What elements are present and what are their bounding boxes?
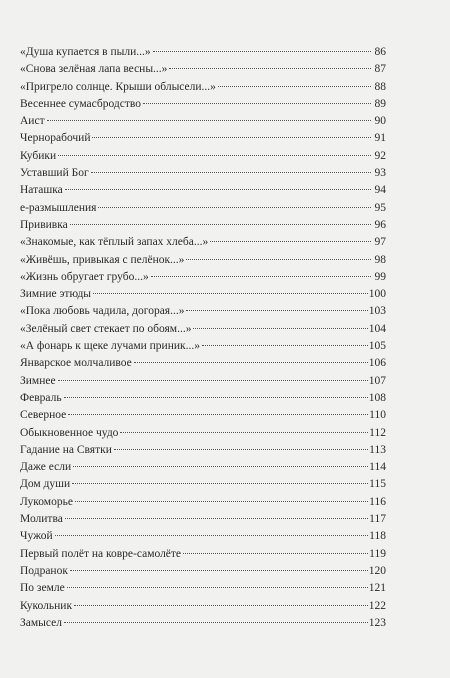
toc-entry <box>20 494 386 511</box>
toc-entry-page-number: 105 <box>368 340 386 353</box>
toc-entry <box>20 303 386 320</box>
toc-entry-title: Северное <box>20 409 67 422</box>
toc-entry-page-number: 113 <box>369 443 386 456</box>
toc-entry-page-number: 95 <box>374 201 386 214</box>
toc-entry-page-number: 108 <box>368 391 386 404</box>
toc-entry-page-number: 100 <box>368 288 386 301</box>
toc-entry-title: Аист <box>20 115 45 128</box>
dot-leader <box>70 224 371 225</box>
toc-entry-title: Лукоморье <box>20 495 73 508</box>
toc-entry-title: Кубики <box>20 149 57 162</box>
toc-entry <box>20 615 386 632</box>
toc-entry-title: Кукольник <box>20 599 73 612</box>
toc-entry-page-number: 123 <box>368 616 386 629</box>
dot-leader <box>218 86 371 87</box>
dot-leader <box>186 259 371 260</box>
toc-entry-page-number: 91 <box>374 132 386 145</box>
toc-entry-title: «А фонарь к щеке лучами приник...» <box>20 340 200 353</box>
toc-entry-page-number: 122 <box>368 599 386 612</box>
toc-entry <box>20 148 386 165</box>
toc-entry <box>20 217 386 234</box>
toc-entry-title: По земле <box>20 582 65 595</box>
toc-entry-title: Наташка <box>20 184 63 197</box>
toc-entry <box>20 252 386 269</box>
dot-leader <box>65 189 371 190</box>
dot-leader <box>153 51 371 52</box>
toc-entry <box>20 338 386 355</box>
dot-leader <box>134 362 368 363</box>
dot-leader <box>120 432 368 433</box>
toc-entry-page-number: 107 <box>368 374 386 387</box>
dot-leader <box>65 518 368 519</box>
toc-entry <box>20 528 386 545</box>
toc-entry-page-number: 116 <box>369 495 386 508</box>
toc-entry-title: «Жизнь обругает грубо...» <box>20 270 149 283</box>
toc-entry-title: «Знакомые, как тёплый запах хлеба...» <box>20 236 209 249</box>
dot-leader <box>68 414 368 415</box>
toc-entry-page-number: 92 <box>374 149 386 162</box>
toc-entry-page-number: 119 <box>369 547 386 560</box>
toc-entry <box>20 321 386 338</box>
toc-entry-page-number: 110 <box>369 409 386 422</box>
toc-entry <box>20 407 386 424</box>
toc-entry <box>20 442 386 459</box>
toc-entry-page-number: 86 <box>374 46 386 58</box>
toc-entry-title: Дом души <box>20 478 71 491</box>
toc-entry <box>20 79 386 96</box>
toc-entry-title: Первый полёт на ковре-самолёте <box>20 547 182 560</box>
dot-leader <box>47 120 371 121</box>
toc-entry-page-number: 98 <box>374 253 386 266</box>
dot-leader <box>183 553 368 554</box>
toc-entry <box>20 459 386 476</box>
toc-entry-title: «Пригрело солнце. Крыши облысели...» <box>20 80 216 93</box>
toc-entry <box>20 44 386 61</box>
toc-entry-page-number: 87 <box>374 63 386 76</box>
toc-entry-title: Чернорабочий <box>20 132 91 145</box>
dot-leader <box>91 172 371 173</box>
toc-entry-page-number: 103 <box>368 305 386 318</box>
dot-leader <box>193 328 367 329</box>
toc-entry-page-number: 115 <box>369 478 386 491</box>
toc-entry <box>20 113 386 130</box>
toc-entry <box>20 563 386 580</box>
toc-entry <box>20 130 386 147</box>
toc-entry <box>20 598 386 615</box>
toc-entry-page-number: 93 <box>374 167 386 180</box>
toc-entry-page-number: 117 <box>369 513 386 526</box>
toc-entry <box>20 425 386 442</box>
toc-entry-title: Чужой <box>20 530 53 543</box>
dot-leader <box>210 241 371 242</box>
dot-leader <box>64 397 368 398</box>
toc-entry <box>20 96 386 113</box>
toc-entry-title: Даже если <box>20 461 72 474</box>
toc-entry <box>20 61 386 78</box>
toc-entry <box>20 269 386 286</box>
dot-leader <box>93 293 368 294</box>
toc-entry-page-number: 96 <box>374 218 386 231</box>
toc-entry-title: Зимние этюды <box>20 288 92 301</box>
dot-leader <box>67 587 368 588</box>
toc-entry <box>20 546 386 563</box>
toc-entry <box>20 182 386 199</box>
toc-entry <box>20 165 386 182</box>
toc-entry-title: Январское молчаливое <box>20 357 132 370</box>
toc-entry-page-number: 121 <box>368 582 386 595</box>
toc-entry-title: Замысел <box>20 616 62 629</box>
toc-entry <box>20 234 386 251</box>
toc-entry-page-number: 118 <box>369 530 386 543</box>
toc-entry-page-number: 90 <box>374 115 386 128</box>
toc-entry-title: Гадание на Святки <box>20 443 112 456</box>
dot-leader <box>98 207 371 208</box>
dot-leader <box>73 466 368 467</box>
toc-entry-page-number: 106 <box>368 357 386 370</box>
toc-entry-title: «Зелёный свет стекает по обоям...» <box>20 322 192 335</box>
toc-entry-title: Зимнее <box>20 374 56 387</box>
dot-leader <box>114 449 368 450</box>
toc-entry <box>20 511 386 528</box>
dot-leader <box>58 380 368 381</box>
toc-entry-title: Февраль <box>20 391 62 404</box>
dot-leader <box>70 570 368 571</box>
dot-leader <box>74 605 368 606</box>
toc-entry-title: Уставший Бог <box>20 167 89 180</box>
dot-leader <box>58 155 371 156</box>
toc-entry-title: «Душа купается в пыли...» <box>20 46 151 58</box>
toc-entry-title: е-размышления <box>20 201 97 214</box>
toc-entry <box>20 580 386 597</box>
dot-leader <box>75 501 368 502</box>
toc-entry-page-number: 99 <box>374 270 386 283</box>
toc-entry-title: «Живёшь, привыкая с пелёнок...» <box>20 253 185 266</box>
toc-entry-title: Обыкновенное чудо <box>20 426 119 439</box>
toc-entry <box>20 286 386 303</box>
toc-entry <box>20 355 386 372</box>
dot-leader <box>151 276 371 277</box>
toc-entry-page-number: 120 <box>368 564 386 577</box>
toc-entry-title: «Снова зелёная лапа весны...» <box>20 63 168 76</box>
dot-leader <box>143 103 371 104</box>
toc-entry-title: «Пока любовь чадила, догорая...» <box>20 305 185 318</box>
dot-leader <box>72 483 368 484</box>
dot-leader <box>186 310 367 311</box>
toc-entry-title: Весеннее сумасбродство <box>20 97 142 110</box>
toc-entry <box>20 390 386 407</box>
dot-leader <box>202 345 368 346</box>
toc-entry-page-number: 88 <box>374 80 386 93</box>
toc-entry-page-number: 97 <box>374 236 386 249</box>
dot-leader <box>92 137 371 138</box>
toc-entry-title: Подранок <box>20 564 68 577</box>
toc-entry <box>20 200 386 217</box>
toc-entry-page-number: 114 <box>369 461 386 474</box>
toc-entry-page-number: 94 <box>374 184 386 197</box>
toc-entry-page-number: 104 <box>368 322 386 335</box>
toc-entry <box>20 476 386 493</box>
dot-leader <box>64 622 368 623</box>
toc-entry-page-number: 89 <box>374 97 386 110</box>
toc-entry-title: Молитва <box>20 513 63 526</box>
toc-entry-title: Прививка <box>20 218 68 231</box>
toc-entry-page-number: 112 <box>369 426 386 439</box>
table-of-contents <box>20 44 386 632</box>
dot-leader <box>55 535 369 536</box>
dot-leader <box>169 68 371 69</box>
toc-entry <box>20 373 386 390</box>
